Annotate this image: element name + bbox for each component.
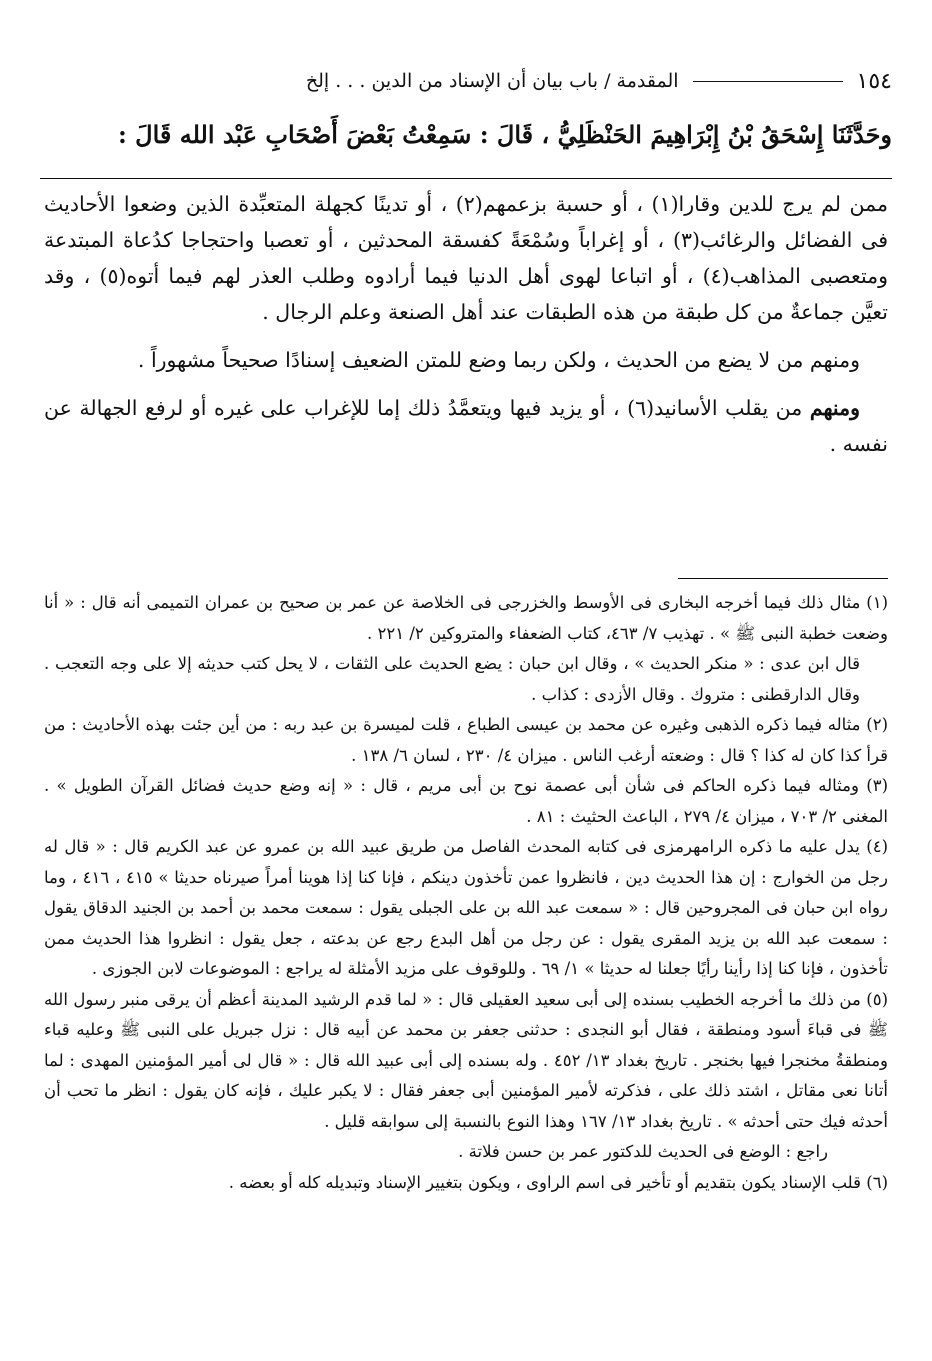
running-header (40, 64, 892, 98)
footnote-6: (٦) قلب الإسناد يكون بتقديم أو تأخير فى اسم الراوى ، ويكون بتغيير الإسناد وتبديله كله أو بعضه . (228, 1172, 888, 1192)
footnote-4: (٤) يدل عليه ما ذكره الرامهرمزى فى كتابه المحدث الفاصل من طريق عبيد الله بن عمرو عن عبد الكريم قال : « قال له رجل من الخوارج : إن هذا الحديث دين ، فانظروا عمن تأخذون دينكم ، فإنا كنا إذا هوينا أمراً صيرناه حديثا » ٤١٥ ، ٤١٦ ، وما رواه ابن حبان فى المجروحين قال : « سمعت عبد الله بن على الجبلى يقول : سمعت محمد بن أحمد بن الجنيد الدقاق يقول : سمعت عبد الله بن يزيد المقرى يقول : عن رجل من أهل البدع رجع عن بدعته ، جعل يقول : انظروا هذا الحديث ممن تأخذون ، فإنا كنا إذا رأينا رأيًا جعلنا له حديثا » ١/ ٦٩ . وللوقوف على مزيد الأمثلة له يراجع : الموضوعات لابن الجوزى . (44, 837, 888, 978)
body-paragraph-1: ممن لم يرج للدين وقارا(١) ، أو حسبة بزعمهم(٢) ، أو تدينًا كجهلة المتعبِّدة الذين وضعوا الأحاديث فى الفضائل والرغائب(٣) ، أو إغراباً وسُمْعَةً كفسقة المحدثين ، أو تعصبا واحتجاجا كدُعاة المبتدعة ومتعصبى المذاهب(٤) ، أو اتباعا لهوى أهل الدنيا فيما أرادوه وطلب العذر لهم فيما أتوه(٥) ، وقد تعيَّن جماعةٌ من كل طبقة من هذه الطبقات عند أهل الصنعة وعلم الرجال . (44, 192, 889, 324)
footnote-5-reference: راجع : الوضع فى الحديث للدكتور عمر بن حسن فلاتة . (458, 1142, 828, 1161)
footnote-2: (٢) مثاله فيما ذكره الذهبى وغيره عن محمد بن عيسى الطباع ، قلت لميسرة بن عبد ربه : من أين جئت بهذه الأحاديث : من قرأ كذا كان له كذا ؟ قال : وضعته أرغب الناس . ميزان ٤/ ٢٣٠ ، لسان ٦/ ١٣٨ . (44, 715, 888, 765)
chapter-title: المقدمة / باب بيان أن الإسناد من الدين . . . إلخ (305, 70, 679, 92)
body-paragraph-2: ومنهم من لا يضع من الحديث ، ولكن ربما وضع للمتن الضعيف إسنادًا صحيحاً مشهوراً . (137, 348, 860, 372)
footnote-separator (678, 578, 888, 579)
main-text (44, 186, 888, 474)
body-paragraph-3 (44, 390, 888, 462)
isnad-rule (40, 178, 892, 179)
body-paragraph-3-text: من يقلب الأسانيد(٦) ، أو يزيد فيها ويتعمَّدُ ذلك إما للإغراب على غيره أو لرفع الجهالة عن نفسه . (44, 396, 888, 456)
isnad-line: وحَدَّثَنَا إِسْحَقُ بْنُ إِبْرَاهِيمَ الحَنْظَلِيُّ ، قَالَ : سَمِعْتُ بَعْضَ أَصْحَابِ عَبْد الله قَالَ : (117, 120, 892, 149)
footnote-1: (١) مثال ذلك فيما أخرجه البخارى فى الأوسط والخزرجى فى الخلاصة عن عمر بن صحيح بن عمران التميمى أنه قال : « أنا وضعت خطبة النبى ﷺ » . تهذيب ٧/ ٤٦٣، كتاب الضعفاء والمتروكين ٢/ ٢٢١ . (44, 593, 888, 643)
page-number: ١٥٤ (856, 68, 892, 94)
footnote-3: (٣) ومثاله فيما ذكره الحاكم فى شأن أبى عصمة نوح بن أبى مريم ، قال : « إنه وضع حديث فضائل القرآن الطويل » . المغنى ٢/ ٧٠٣ ، ميزان ٤/ ٢٧٩ ، الباعث الحثيث : ٨١ . (44, 776, 888, 826)
paragraph-lead-word: ومنهم (809, 396, 860, 420)
footnote-5: (٥) من ذلك ما أخرجه الخطيب بسنده إلى أبى سعيد العقيلى قال : « لما قدم الرشيد المدينة أعظم أن يرقى منبر رسول الله ﷺ فى قباءَ أسود ومنطقة ، فقال أبو النجدى : حدثنى جعفر بن محمد عن أبيه قال : نزل جبريل على النبى ﷺ وعليه قباء ومنطقةُ مخنجرا فيها بخنجر . تاريخ بغداد ١٣/ ٤٥٢ . وله بسنده إلى أبى عبيد الله قال : « قال لى أمير المؤمنين المهدى : لما أتانا نعى مقاتل ، اشتد ذلك على ، فذكرته لأمير المؤمنين أبى جعفر فقال : لا يكبر عليك ، فإنه كان يقول : انظر ما تحب أن أحدثه فيك حتى أحدثه » . تاريخ بغداد ١٣/ ١٦٧ وهذا النوع بالنسبة إلى سوابقه قليل . (44, 989, 888, 1131)
footnotes (44, 588, 888, 1198)
footnote-1-continued: قال ابن عدى : « منكر الحديث » ، وقال ابن حبان : يضع الحديث على الثقات ، لا يحل كتب حديثه إلا على وجه التعجب . وقال الدارقطنى : متروك . وقال الأزدى : كذاب . (44, 654, 860, 704)
header-rule (693, 81, 843, 82)
